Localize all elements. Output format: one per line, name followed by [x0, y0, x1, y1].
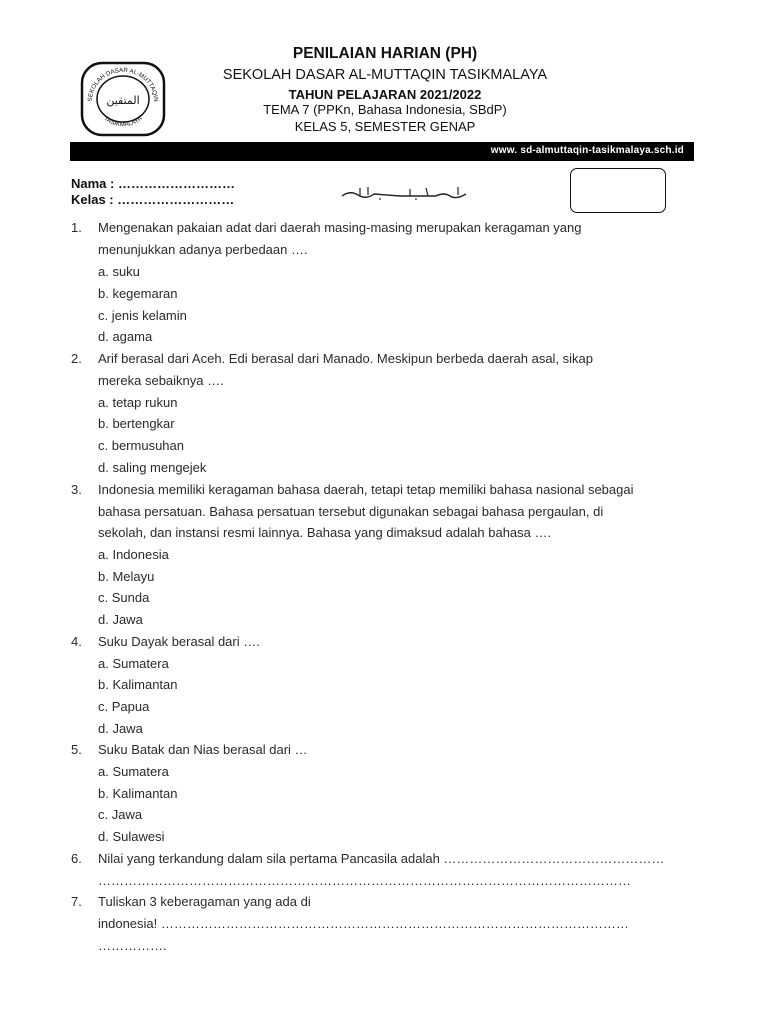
- question-3-option-b: b. Melayu: [98, 569, 155, 584]
- question-1-line-1: Mengenakan pakaian adat dari daerah masing-masing merupakan keragaman yang: [98, 220, 582, 235]
- question-5-option-b: b. Kalimantan: [98, 786, 178, 801]
- page-title: PENILAIAN HARIAN (PH): [292, 45, 478, 62]
- question-5-number: 5.: [71, 742, 82, 757]
- question-2-line-1: Arif berasal dari Aceh. Edi berasal dari Manado. Meskipun berbeda daerah asal, sikap: [98, 351, 594, 366]
- school-logo: [80, 61, 166, 137]
- question-4-number: 4.: [71, 634, 82, 649]
- question-4-option-d: d. Jawa: [98, 721, 143, 736]
- question-2-option-b: b. bertengkar: [98, 416, 175, 431]
- class-field: Kelas : ………………………: [71, 192, 235, 207]
- question-7-answer-line: …………….: [98, 938, 167, 953]
- question-2-option-a: a. tetap rukun: [98, 395, 178, 410]
- question-1-option-b: b. kegemaran: [98, 286, 178, 301]
- question-4-line-1: Suku Dayak berasal dari ….: [98, 634, 260, 649]
- question-1-option-a: a. suku: [98, 264, 140, 279]
- question-2-line-2: mereka sebaiknya ….: [98, 373, 224, 388]
- question-6-line-1: Nilai yang terkandung dalam sila pertama Pancasila adalah ……………………………………………: [98, 851, 665, 866]
- question-2-option-d: d. saling mengejek: [98, 460, 207, 475]
- class-semester: KELAS 5, SEMESTER GENAP: [294, 119, 476, 134]
- question-1-option-c: c. jenis kelamin: [98, 308, 187, 323]
- question-4-option-b: b. Kalimantan: [98, 677, 178, 692]
- logo-bottom-text: TASIKMALAYA: [102, 115, 144, 129]
- logo-center-text: المتقين: [106, 94, 140, 107]
- question-3-number: 3.: [71, 482, 82, 497]
- theme-line: TEMA 7 (PPKn, Bahasa Indonesia, SBdP): [263, 102, 507, 117]
- question-3-option-c: c. Sunda: [98, 590, 150, 605]
- question-1-option-d: d. agama: [98, 329, 153, 344]
- question-7-number: 7.: [71, 894, 82, 909]
- question-1-line-2: menunjukkan adanya perbedaan ….: [98, 242, 308, 257]
- question-5-option-c: c. Jawa: [98, 807, 143, 822]
- academic-year: TAHUN PELAJARAN 2021/2022: [288, 87, 482, 102]
- question-4-option-a: a. Sumatera: [98, 656, 169, 671]
- question-3-line-2: bahasa persatuan. Bahasa persatuan tersebut digunakan sebagai bahasa pergaulan, di: [98, 504, 604, 519]
- question-7-line-2: indonesia! ………………………………………………………………………………………………: [98, 916, 629, 931]
- school-name: SEKOLAH DASAR AL-MUTTAQIN TASIKMALAYA: [222, 67, 548, 83]
- question-3-line-1: Indonesia memiliki keragaman bahasa daerah, tetapi tetap memiliki bahasa nasional sebagai: [98, 482, 634, 497]
- question-3-option-a: a. Indonesia: [98, 547, 169, 562]
- question-6-number: 6.: [71, 851, 82, 866]
- question-2-option-c: c. bermusuhan: [98, 438, 184, 453]
- svg-text:TASIKMALAYA: [103, 115, 145, 129]
- header-bar: [70, 142, 694, 161]
- question-3-line-3: sekolah, dan instansi resmi lainnya. Bahasa yang dimaksud adalah bahasa ….: [98, 525, 552, 540]
- question-6-answer-line: ……………………………………………………………………………………………………………: [98, 873, 631, 888]
- question-5-option-d: d. Sulawesi: [98, 829, 165, 844]
- logo-top-text: SEKOLAH DASAR AL-MUTTAQIN: [86, 66, 160, 102]
- question-5-line-1: Suku Batak dan Nias berasal dari …: [98, 742, 308, 757]
- question-3-option-d: d. Jawa: [98, 612, 143, 627]
- score-box: [570, 168, 666, 213]
- question-1-number: 1.: [71, 220, 82, 235]
- name-field: Nama : ………………………: [71, 176, 235, 191]
- question-7-line-1: Tuliskan 3 keberagaman yang ada di: [98, 894, 311, 909]
- question-4-option-c: c. Papua: [98, 699, 150, 714]
- question-2-number: 2.: [71, 351, 82, 366]
- basmala-calligraphy: [340, 184, 468, 202]
- website-url: www. sd-almuttaqin-tasikmalaya.sch.id: [490, 145, 684, 156]
- question-5-option-a: a. Sumatera: [98, 764, 169, 779]
